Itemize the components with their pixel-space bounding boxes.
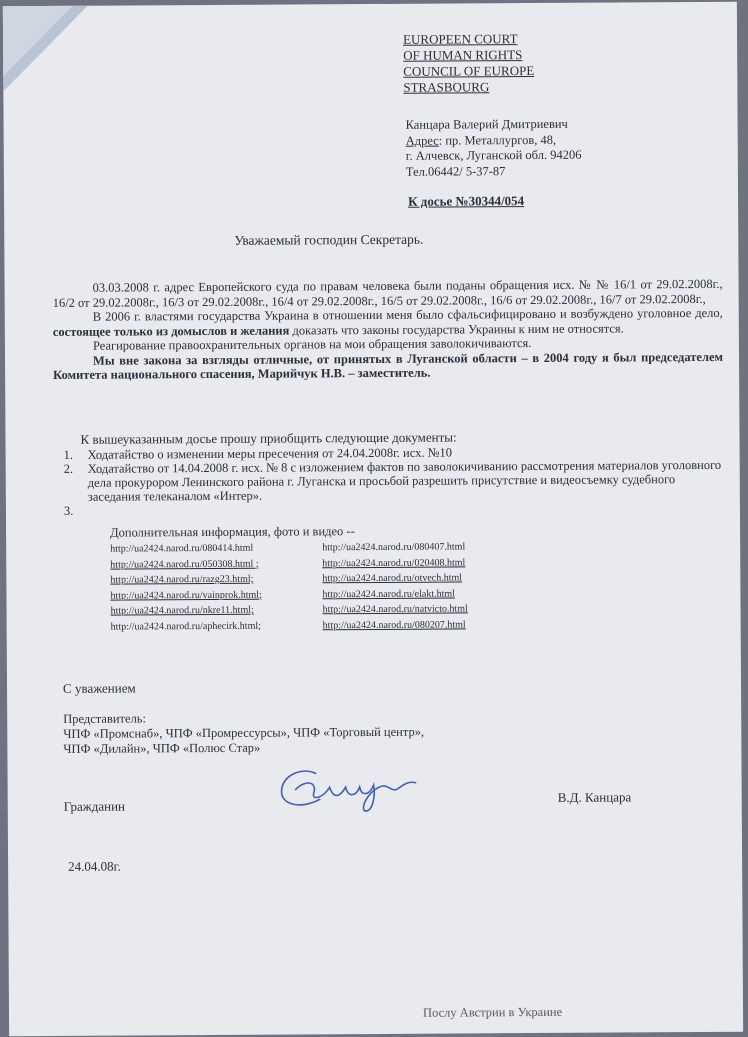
salutation: Уважаемый господин Секретарь. — [234, 231, 424, 248]
recipient-line: EUROPEEN COURT — [403, 31, 518, 47]
paragraph-2-bold: состоящее только из домыслов и желания — [52, 323, 290, 339]
recipient-line: OF HUMAN RIGHTS — [403, 47, 523, 63]
link[interactable]: http://ua2424.narod.ru/080207.html — [322, 618, 466, 631]
closing: С уважением — [62, 680, 136, 696]
link[interactable]: http://ua2424.narod.ru/080414.html — [110, 542, 254, 555]
address-label: Адрес — [405, 133, 439, 148]
sender-address-line2: г. Алчевск, Луганской обл. 94206 — [405, 147, 582, 163]
link[interactable]: http://ua2424.narod.ru/nkre11.html; — [110, 604, 254, 617]
list-number: 3. — [63, 503, 74, 518]
representative-line1: ЧПФ «Промснаб», ЧПФ «Промрессурсы», ЧПФ «Торговый центр», — [63, 724, 425, 741]
links-table — [110, 539, 468, 634]
document-page — [3, 2, 743, 1036]
link[interactable]: http://ua2424.narod.ru/050308.html ; — [110, 558, 259, 571]
link[interactable]: http://ua2424.narod.ru/020408.html — [322, 556, 466, 569]
sender-address-line1 — [406, 132, 582, 149]
dossier-reference: К досье №30344/054 — [408, 193, 525, 209]
recipient-line: COUNCIL OF EUROPE — [403, 63, 535, 79]
list-text: Ходатайство от 14.04.2008 г. исх. № 8 с изложением фактов по заволокичиванию рассмотрения материалов уголовного дела прокурором Ленинского района г. Луганска и просьбой разрешить присутствие и видеосъемку судебного заседания телеканалом «Интер». — [87, 457, 722, 504]
signer-name: В.Д. Канцара — [557, 789, 632, 805]
handwritten-signature — [275, 759, 445, 820]
representative-line2: ЧПФ «Дилайн», ЧПФ «Полюс Стар» — [63, 740, 261, 756]
link[interactable]: http://ua2424.narod.ru/vainprok.html; — [110, 589, 262, 602]
address-value: : пр. Металлургов, 48, — [438, 132, 557, 148]
link[interactable]: http://ua2424.narod.ru/razg23.html; — [110, 573, 254, 586]
representative-block — [63, 710, 424, 757]
folded-corner-highlight — [3, 2, 77, 82]
sender-phone: Тел.06442/ 5-37-87 — [405, 163, 506, 179]
representative-label: Представитель: — [63, 711, 147, 726]
sender-block — [406, 117, 582, 180]
link[interactable]: http://ua2424.narod.ru/aphecirk.html; — [110, 620, 261, 633]
letter-body — [53, 277, 724, 383]
footer-note: Послу Австрии в Украине — [422, 1004, 563, 1020]
citizen-label: Гражданин — [63, 798, 126, 814]
paragraph-4: Мы вне закона за взгляды отличные, от принятых в Луганской области – в 2004 году я был председателем Комитета национального спасения, Марийчук Н.В. – заместитель. — [53, 349, 724, 382]
paragraph-2-text: В 2006 г. властями государства Украина в отношении меня было сфальсифицировано и возбуждено уголовное дело, — [92, 305, 723, 324]
list-number: 1. — [63, 447, 74, 462]
paragraph-3: Реагирование правоохранительных органов на мои обращения заволокичиваются. — [92, 336, 532, 353]
link[interactable]: http://ua2424.narod.ru/080407.html — [322, 541, 466, 554]
link[interactable]: http://ua2424.narod.ru/natvicto.html — [322, 603, 468, 616]
link[interactable]: http://ua2424.narod.ru/elakt.html — [322, 588, 455, 600]
list-item — [64, 458, 724, 504]
paragraph-2 — [53, 306, 723, 339]
recipient-address — [403, 31, 534, 96]
paragraph-2-end: доказать что законы государства Украины к ним не относятся. — [289, 320, 624, 338]
paragraph-1: 03.03.2008 г. адрес Европейского суда по правам человека были поданы обращения исх. № № 16/1 от 29.02.2008г., 16/2 от 29.02.2008г., 16/3 от 29.02.2008г., 16/4 от 29.02.2008г., 16/5 от 29.02.2008г., 16/6 от 29.02.2008г., 16/7 от 29.02.2008г., — [52, 276, 723, 310]
link[interactable]: http://ua2424.narod.ru/otvech.html — [322, 572, 463, 585]
list-number: 2. — [63, 461, 74, 476]
documents-list — [64, 444, 724, 518]
extra-info-heading: Дополнительная информация, фото и видео -- — [110, 524, 355, 540]
recipient-line: STRASBOURG — [403, 79, 490, 95]
sender-name: Канцара Валерий Дмитриевич — [405, 116, 568, 132]
list-text: Ходатайство о изменении меры пресечения от 24.04.2008г. исх. №10 — [87, 445, 453, 462]
letter-date: 24.04.08г. — [68, 858, 121, 874]
documents-intro: К вышеуказанным досье прошу приобщить следующие документы: — [80, 429, 457, 447]
links-row — [111, 617, 468, 635]
